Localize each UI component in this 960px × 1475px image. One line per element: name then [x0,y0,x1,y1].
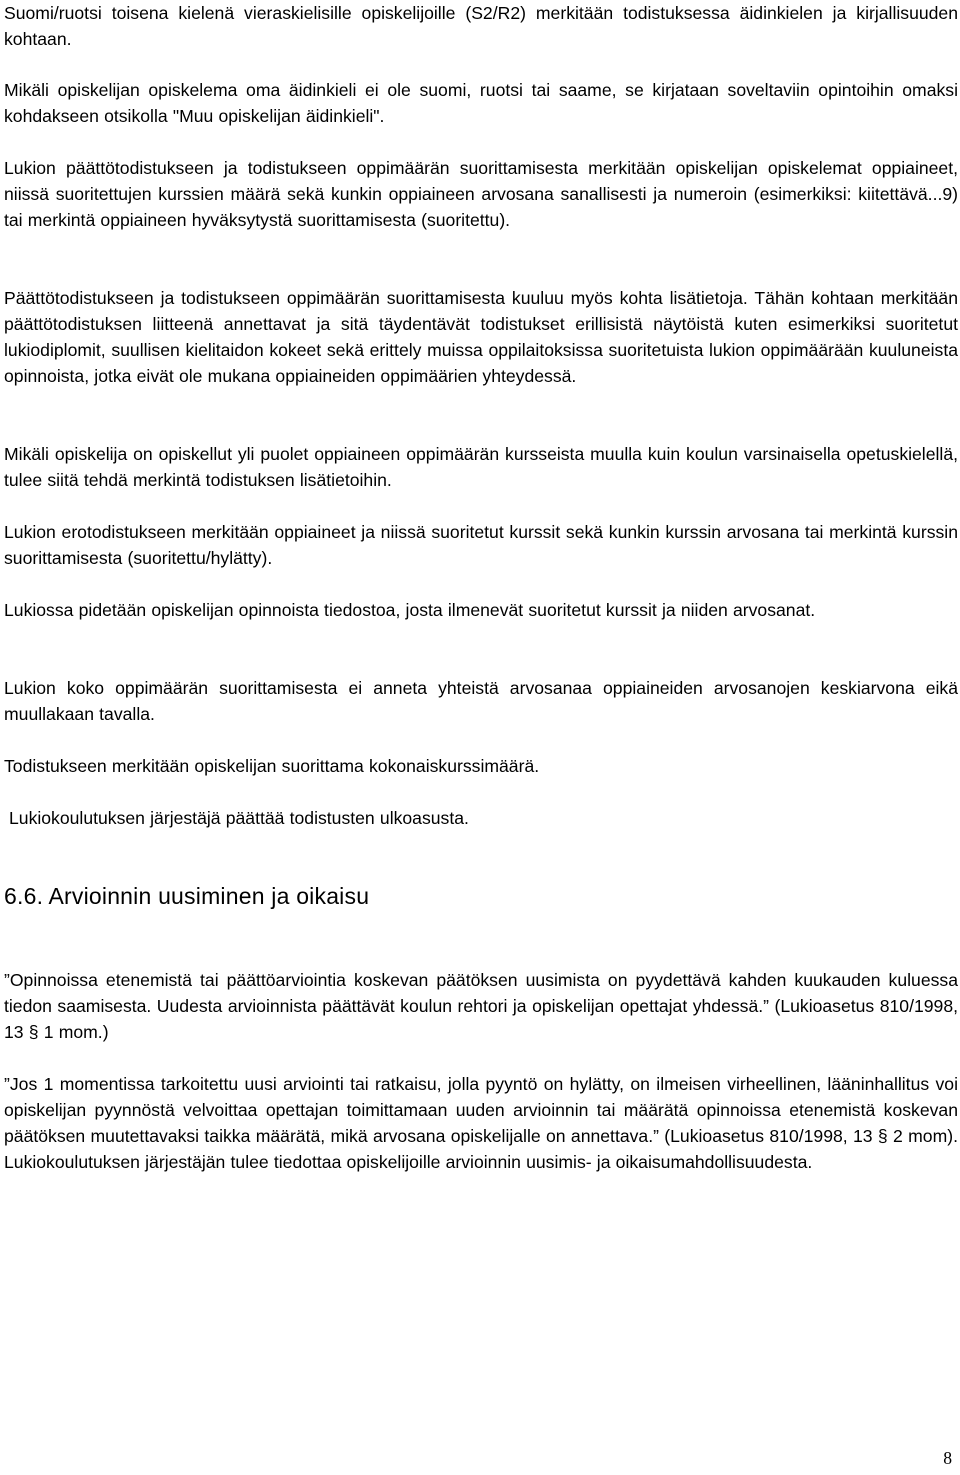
paragraph-no-average: Lukion koko oppimäärän suorittamisesta ei anneta yhteistä arvosanaa oppiaineiden arvosanojen keskiarvona eikä muullakaan tavalla. [4,678,958,724]
section-heading: 6.6. Arvioinnin uusiminen ja oikaisu [4,883,370,909]
paragraph-s2r2: Suomi/ruotsi toisena kielenä vieraskielisille opiskelijoille (S2/R2) merkitään todistuksessa äidinkielen ja kirjallisuuden kohtaan. [4,3,958,49]
paragraph-study-records: Lukiossa pidetään opiskelijan opinnoista tiedostoa, josta ilmenevät suoritetut kurssit ja niiden arvosanat. [4,600,816,620]
quote-paragraph-1: ”Opinnoissa etenemistä tai päättöarviointia koskevan päätöksen uusimista on pyydettävä kahden kuukauden kuluessa tiedon saamisesta. Uudesta arvioinnista päättävät koulun rehtori ja opiskelijan opettajat yhdessä.” (Lukioasetus 810/1998, 13 § 1 mom.) [4,970,958,1042]
paragraph-partial-certificate: Lukion erotodistukseen merkitään oppiaineet ja niissä suoritetut kurssit sekä kunkin kurssin arvosana tai merkintä kurssin suorittamisesta (suoritettu/hylätty). [4,522,958,568]
quote-paragraph-2: ”Jos 1 momentissa tarkoitettu uusi arviointi tai ratkaisu, jolla pyyntö on hylätty, on ilmeisen virheellinen, lääninhallitus voi opiskelijan pyynnöstä velvoittaa opettajan toimittamaan uuden arvioinnin tai määrätä opinnoissa etenemistä koskevan päätöksen muutettavaksi taikka määrätä, mikä arvosana opiskelijalle on annettava.” (Lukioasetus 810/1998, 13 § 2 mom). Lukiokoulutuksen järjestäjän tulee tiedottaa opiskelijoille arvioinnin uusimis- ja oikaisumahdollisuudesta. [4,1074,958,1172]
paragraph-additional-info: Päättötodistukseen ja todistukseen oppimäärän suorittamisesta kuuluu myös kohta lisätietoja. Tähän kohtaan merkitään päättötodistuksen liitteenä annettavat ja sitä täydentävät todistukset erillisistä näytöistä kuten esimerkiksi suoritetut lukiodiplomit, suullisen kielitaidon kokeet sekä erittely muissa oppilaitoksissa suoritetuista lukion oppimäärään kuuluneista opinnoista, jotka eivät ole mukana oppiaineiden oppimäärien yhteydessä. [4,288,958,386]
paragraph-total-courses: Todistukseen merkitään opiskelijan suorittama kokonaiskurssimäärä. [4,756,540,776]
paragraph-mother-tongue: Mikäli opiskelijan opiskelema oma äidinkieli ei ole suomi, ruotsi tai saame, se kirjataan soveltaviin opintoihin omaksi kohdakseen otsikolla "Muu opiskelijan äidinkieli". [4,80,958,126]
paragraph-final-certificate: Lukion päättötodistukseen ja todistukseen oppimäärän suorittamisesta merkitään opiskelijan opiskelemat oppiaineet, niissä suoritettujen kurssien määrä sekä kunkin oppiaineen arvosana sanallisesti ja numeroin (esimerkiksi: kiitettävä...9) tai merkintä oppiaineen hyväksytystä suorittamisesta (suoritettu). [4,158,958,230]
paragraph-teaching-language: Mikäli opiskelija on opiskellut yli puolet oppiaineen oppimäärän kursseista muulla kuin koulun varsinaisella opetuskielellä, tulee siitä tehdä merkintä todistuksen lisätietoihin. [4,444,958,490]
page-number: 8 [943,1448,952,1468]
paragraph-layout-decision: Lukiokoulutuksen järjestäjä päättää todistusten ulkoasusta. [9,808,469,828]
